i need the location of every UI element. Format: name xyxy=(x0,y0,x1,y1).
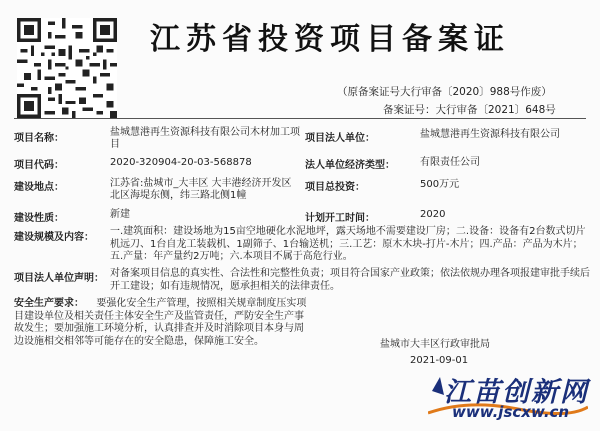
entity-type-value: 有限责任公司 xyxy=(420,157,480,168)
legal-entity-value: 盐城慧港再生资源科技有限公司 xyxy=(420,129,560,140)
watermark-brand: 江苗创新网 xyxy=(444,377,589,408)
declaration-value: 对备案项目信息的真实性、合法性和完整性负责；项目符合国家产业政策；依法依规办理各项报建审批手续后开工建设；如有违规情况，愿承担相关的法律责任。 xyxy=(110,268,590,292)
project-code-label: 项目代码： xyxy=(14,160,64,171)
original-record-note: （原备案证号大行审备〔2020〕988号作废） xyxy=(337,86,552,98)
safety-label: 安全生产要求： xyxy=(14,298,84,309)
issue-date: 2021-09-01 xyxy=(410,355,469,366)
total-investment-value: 500万元 xyxy=(420,179,460,190)
safety-value: 要强化安全生产管理，按照相关规章制度压实项目建设单位及相关责任主体安全生产及监管责任，严防安全生产事故发生；要加强施工环境分析，认真排查并及时消除项目本身与周边设施相交相邻等可能存在的安全隐患，保障施工安全。 xyxy=(14,298,307,347)
scale-value: 一.建筑面积：建设场地为15亩空地硬化水泥地坪，露天场地不需要建设厂房；二.设备：设备有2台数式切片机远刀、1台自龙工装载机、1副筛子、1台输送机；三.工艺：原木木块-打片-木片；四.产品：产品为木片；五.产量：年产量约2万吨；六.本项目不属于高危行业。 xyxy=(110,226,586,262)
declaration-label: 项目法人单位声明： xyxy=(14,273,104,284)
safety-block xyxy=(14,298,310,348)
location-label: 建设地点： xyxy=(14,182,64,193)
location-value: 江苏省:盐城市_大丰区 大丰港经济开发区北区海堤东侧，纬三路北侧1幢 xyxy=(110,178,292,201)
planned-start-value: 2020 xyxy=(420,209,446,220)
scale-label: 建设规模及内容： xyxy=(14,232,94,243)
construction-nature-label: 建设性质： xyxy=(14,213,64,224)
qr-code-icon xyxy=(17,18,117,118)
page-title: 江苏省投资项目备案证 xyxy=(150,22,510,57)
total-investment-label: 项目总投资： xyxy=(305,182,365,193)
planned-start-label: 计划开工时间： xyxy=(305,213,375,224)
divider xyxy=(14,118,586,119)
project-name-value: 盐城慧港再生资源科技有限公司木材加工项目 xyxy=(110,127,300,150)
filing-number: 备案证号：大行审备〔2021〕648号 xyxy=(383,104,556,116)
project-code-value: 2020-320904-20-03-568878 xyxy=(110,157,252,168)
legal-entity-label: 项目法人单位： xyxy=(305,133,375,144)
project-name-label: 项目名称： xyxy=(14,133,64,144)
watermark-url: www.jscxw.cn xyxy=(452,403,570,421)
entity-type-label: 法人单位经济类型： xyxy=(305,160,395,171)
issuing-authority: 盐城市大丰区行政审批局 xyxy=(380,339,490,350)
construction-nature-value: 新建 xyxy=(110,209,130,220)
